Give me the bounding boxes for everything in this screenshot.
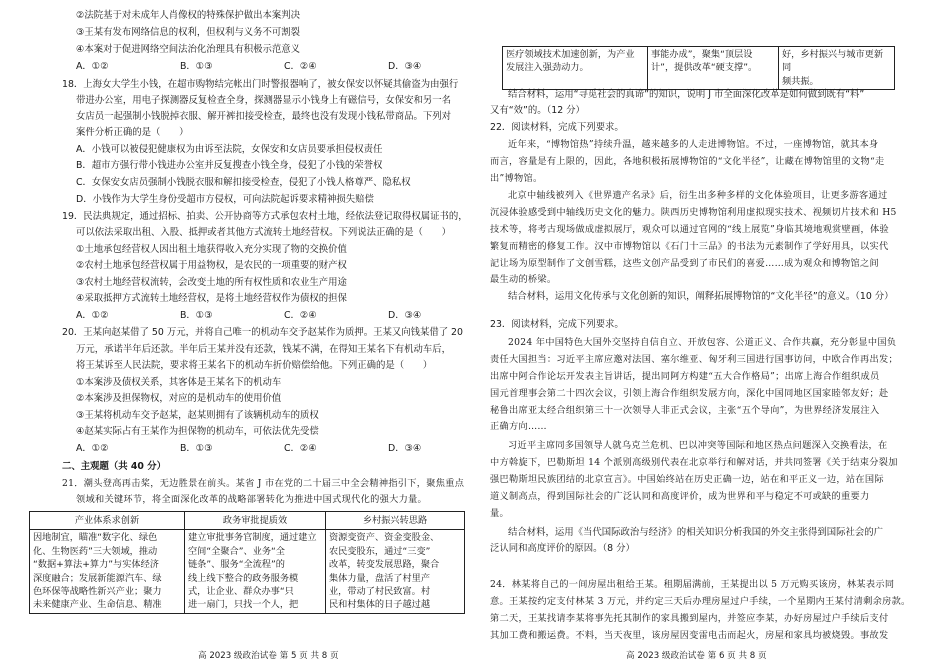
option-a[interactable]: A．①② <box>76 61 109 72</box>
q23-para-line: 出席中阿合作论坛开发表主旨讲话，提出同阿方构建“五大合作格局”；出席上海合作组织成员 <box>490 371 880 382</box>
q22-para-line: 出”博物馆。 <box>490 173 543 184</box>
q21-task-line: 又有“效”的。（12 分） <box>490 105 585 116</box>
q19-item: ①土地承包经营权人因出租土地获得收入充分实现了物的交换价值 <box>76 244 347 255</box>
q21-stem-line: 领域和关键环节，将全面深化改革的战略部署转化为推进中国式现代化的强大力量。 <box>76 494 428 505</box>
reform-table-continued <box>502 46 895 90</box>
q22-para-line: 而言，容量是有上限的，因此，各地积极拓展博物馆的“文化半径”，让藏在博物馆里的文物“走 <box>490 156 885 167</box>
q19-stem-line: 可以依法采取出租、入股、抵押或者其他方式流转土地经营权。下列说法正确的是（ ） <box>76 227 452 238</box>
q22-para-line: 北京中轴线被列入《世界遗产名录》后，衍生出多种多样的文化体验项目，让更多游客通过 <box>508 190 888 201</box>
q20-stem-line: 将王某诉至人民法院，要求将王某名下的机动车折价赔偿给他。下列正确的是（ ） <box>76 360 433 371</box>
option-c[interactable]: C．②④ <box>284 61 317 72</box>
q20-item: ④赵某实际占有王某作为担保物的机动车，可依法优先受偿 <box>76 426 319 437</box>
q18-stem-line: 女店员一起强制小钱脱掉衣服、解开裤扣接受检查，最终也没有发现小钱私带商品。下列对 <box>76 111 452 122</box>
option-a[interactable]: A．①② <box>76 310 109 321</box>
q20-item: ①本案涉及债权关系，其客体是王某名下的机动车 <box>76 377 282 388</box>
table-header: 产业体系求创新 <box>30 512 185 530</box>
right-page <box>490 0 911 671</box>
q23-task-line: 结合材料，运用《当代国际政治与经济》的相关知识分析我国的外交主张得到国际社会的广 <box>508 527 884 538</box>
q19-item: ②农村土地承包经营权属于用益物权，是农民的一项重要的财产权 <box>76 260 347 271</box>
q23-para-line: 2024 年中国特色大国外交坚持自信自立、开放包容、公道正义、合作共赢，充分彰显中国负 <box>508 337 897 348</box>
q22-task: 结合材料，运用文化传承与文化创新的知识，阐释拓展博物馆的“文化半径”的意义。（10 分） <box>508 291 894 302</box>
option-d[interactable]: D．③④ <box>388 61 422 72</box>
q17-item: ④本案对于促进网络空间法治化治理具有积极示范意义 <box>76 44 301 55</box>
table-cell: 事能办成”，聚集“顶层设 计”，提供改革“硬支撑”。 <box>648 47 779 90</box>
q23-para-line: 习近平主席同多国领导人就乌克兰危机、巴以冲突等国际和地区热点问题深入交换看法，在 <box>508 440 888 451</box>
option-a[interactable]: A．①② <box>76 443 109 454</box>
q18-choice[interactable]: C．女保安女店员强制小钱脱衣服和解扣接受检查，侵犯了小钱人格尊严、隐私权 <box>76 177 411 188</box>
q23-para-line: 量。 <box>490 508 509 519</box>
section-title: 二、主观题（共 40 分） <box>62 461 166 472</box>
q18-stem-line: 带进办公室，用电子探测器反复检查全身，探测器显示小钱身上有磁信号，女保安和另一名 <box>76 95 452 106</box>
table-cell: 医疗领域技术加速创新，为产业 发展注入强劲动力。 <box>503 47 648 90</box>
option-c[interactable]: C．②④ <box>284 310 317 321</box>
option-d[interactable]: D．③④ <box>388 310 422 321</box>
reform-table <box>29 511 465 614</box>
q24-line: 其加工费和搬运费。不料，当天夜里，该房屋因变雷电击而起火，房屋和家具均被烧毁。事故发 <box>490 630 889 641</box>
q22-para-line: 技术等，将考古现场做成虚拟展厅，观众可以通过官网的“线上展览”身临其境地观赏壁画，体验 <box>490 224 889 235</box>
page-footer: 高 2023 级政治试卷 第 5 页 共 8 页 <box>198 651 339 661</box>
q19-item: ④采取抵押方式流转土地经营权，是将土地经营权作为债权的担保 <box>76 293 347 304</box>
option-b[interactable]: B．①③ <box>180 310 213 321</box>
q23-para-line: 国元首理事会第二十四次会议，引领上海合作组织发展方向，深化中国同地区国家睦邻友好；赴 <box>490 388 889 399</box>
q21-stem-line: 21．潮头登高再击桨，无边胜景在前头。某省 J 市在党的二十届三中全会精神指引下，聚焦重点 <box>62 478 465 489</box>
q23-para-line: 秘鲁出席亚太经合组织第三十一次领导人非正式会议，主张“五个导向”，为世界经济发展注入 <box>490 405 880 416</box>
table-cell: 建立审批事务官制度，通过建立 空间“全聚合”、业务“全 链条”、服务“全流程”的 线上线下整合的政务服务模 式，让企业、群众办事“只 进一扇门，只找一个人，把 <box>185 530 326 613</box>
table-cell: 资源变资产、资金变股金、 农民变股东，通过“三变” 改革，转变发展思路，聚合 集体力量，盘活了村里产 业，带动了村民致富。村 民和村集体的日子越过越 <box>326 530 465 613</box>
q23-head: 23．阅读材料，完成下列要求。 <box>490 319 624 330</box>
q19-item: ③农村土地经营权流转，会改变土地的所有权性质和农业生产用途 <box>76 277 347 288</box>
q23-para-line: 道义制高点，得到国际社会的广泛认同和高度评价，成为世界和平与稳定不可或缺的重要力 <box>490 491 870 502</box>
table-header: 乡村振兴转思路 <box>326 512 465 530</box>
table-cell: 好，乡村振兴与城市更新同 频共振。 <box>779 47 895 90</box>
option-b[interactable]: B．①③ <box>180 443 213 454</box>
q24-line: 24．林某将自己的一间房屋出租给王某。租期届满前，王某提出以 5 万元购买该房，林某表示同 <box>490 579 895 590</box>
option-d[interactable]: D．③④ <box>388 443 422 454</box>
q18-stem-line: 18．上海女大学生小钱，在超市购物结完帐出门时警报器响了，被女保安以怀疑其偷盗为由强行 <box>62 79 459 90</box>
q17-item: ②法院基于对未成年人肖像权的特殊保护做出本案判决 <box>76 10 301 21</box>
q24-line: 意。王某按约定支付林某 3 万元，并约定三天后办理房屋过户手续，一个星期内王某付清剩余房款。 <box>490 596 911 607</box>
q23-para-line: 责任大国担当：习近平主席应邀对法国、塞尔维亚、匈牙利三国进行国事访问，中欧合作再出发； <box>490 354 898 365</box>
option-b[interactable]: B．①③ <box>180 61 213 72</box>
table-header: 政务审批提质效 <box>185 512 326 530</box>
q23-para-line: 强巴勒斯坦民族团结的北京宣言》。中国始终站在历史正确一边，站在和平正义一边，站在国际 <box>490 474 884 485</box>
q22-para-line: 沉浸体验感受到中轴线历史文化的魅力。陕西历史博物馆利用虚拟现实技术、视频切片技术和 H5 <box>490 207 897 218</box>
q23-para-line: 中方斡旋下，巴勒斯坦 14 个派别高级别代表在北京举行和解对话，并共同签署《关于结束分裂加 <box>490 457 898 468</box>
q22-para-line: 最生动的桥梁。 <box>490 274 557 285</box>
q24-line: 第二天，王某找请李某将事先托其制作的家具搬到屋内，并签应李某，办好房屋过户手续后支付 <box>490 613 889 624</box>
q23-task-line: 泛认同和高度评价的原因。（8 分） <box>490 543 635 554</box>
page-footer: 高 2023 级政治试卷 第 6 页 共 8 页 <box>626 651 767 661</box>
q22-head: 22．阅读材料，完成下列要求。 <box>490 122 624 133</box>
q23-para-line: 正确方向…… <box>490 421 547 432</box>
q20-item: ②本案涉及担保物权，对应的是机动车的使用价值 <box>76 393 282 404</box>
q21-task-line: 结合材料，运用“寻觅社会的真谛”的知识，说明 J 市全面深化改革是如何做到既有“料” <box>508 89 865 100</box>
q22-para-line: 近年来，“博物馆热”持续升温，越来越多的人走进博物馆。不过，一座博物馆，就其本身 <box>508 139 879 150</box>
q18-stem-line: 案件分析正确的是（ ） <box>76 127 189 138</box>
q22-para-line: 記让场为原型制作了文创雪糕，这些文创产品受到了市民们的喜爱……成为观众和博物馆之间 <box>490 258 879 269</box>
q19-stem-line: 19．民法典规定，通过招标、拍卖、公开协商等方式承包农村土地，经依法登记取得权属证书的， <box>62 211 468 222</box>
table-cell: 因地制宜，瞄准“数字化、绿色 化、生物医药”三大领域，推动 “数据+算法+算力”与实体经济 深度融合；发展新能源汽车、绿 色环保等战略性新兴产业；聚力 未来健康产业、生命信息、精准 <box>30 530 185 613</box>
q17-item: ③王某有发布网络信息的权利，但权利与义务不可割裂 <box>76 27 301 38</box>
option-c[interactable]: C．②④ <box>284 443 317 454</box>
q20-stem-line: 万元，承诺半年后还款。半年后王某并没有还款，钱某不满，在得知王某名下有机动车后， <box>76 344 452 355</box>
q18-choice[interactable]: B．超市方强行带小钱进办公室并反复搜查小钱全身，侵犯了小钱的荣誉权 <box>76 160 383 171</box>
q20-item: ③王某将机动车交予赵某，赵某则拥有了该辆机动车的质权 <box>76 410 319 421</box>
q18-choice[interactable]: A．小钱可以被侵犯健康权为由诉至法院，女保安和女店员要承担侵权责任 <box>76 144 383 155</box>
q20-stem-line: 20．王某向赵某借了 50 万元，并将自己唯一的机动车交予赵某作为质押。王某又向钱某借了 20 <box>62 327 463 338</box>
q22-para-line: 繁复而精密的修复工作。汉中市博物馆以《石门十三品》的书法为元素制作了学好用具，以实代 <box>490 241 889 252</box>
q18-choice[interactable]: D．小钱作为大学生身份受超市方侵权，可向法院起诉要求精神损失赔偿 <box>76 194 374 205</box>
left-page <box>33 0 468 671</box>
